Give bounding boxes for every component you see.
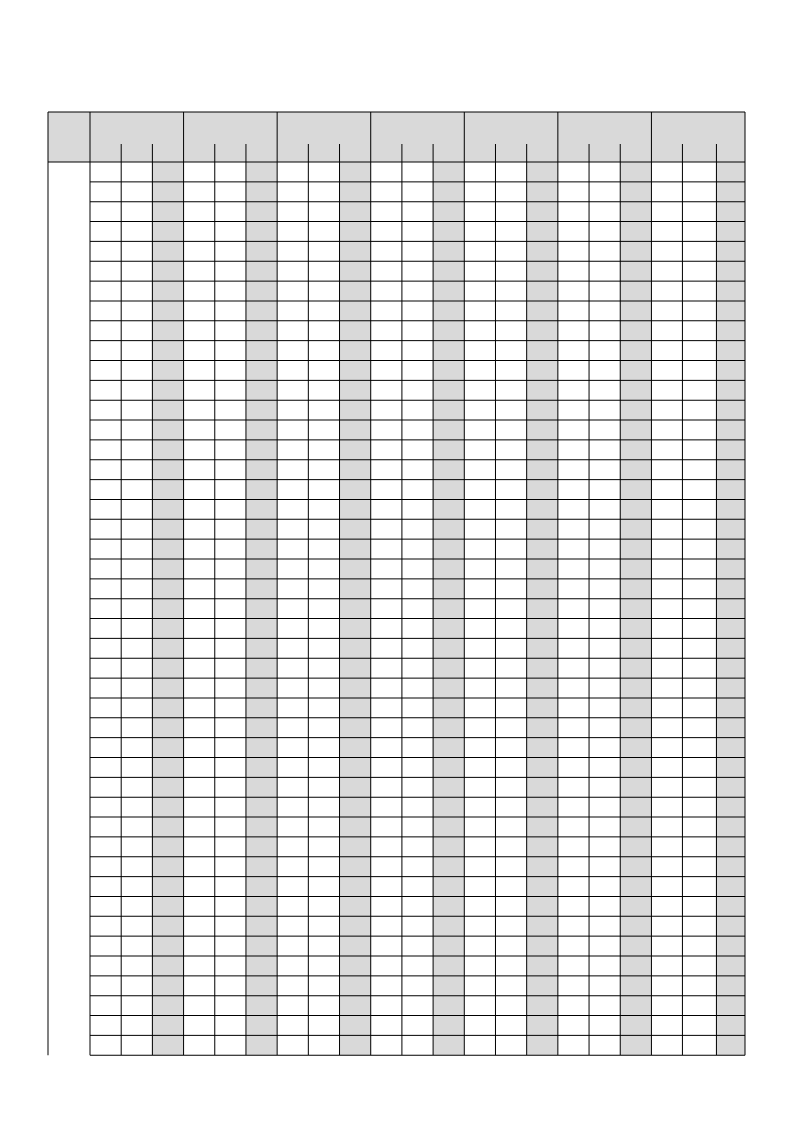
shaded-column [527,162,558,1055]
shaded-column [246,162,277,1055]
shaded-column [152,162,183,1055]
shaded-column [340,162,371,1055]
shaded-column [433,162,464,1055]
shaded-column [716,162,745,1055]
shaded-column [620,162,651,1055]
